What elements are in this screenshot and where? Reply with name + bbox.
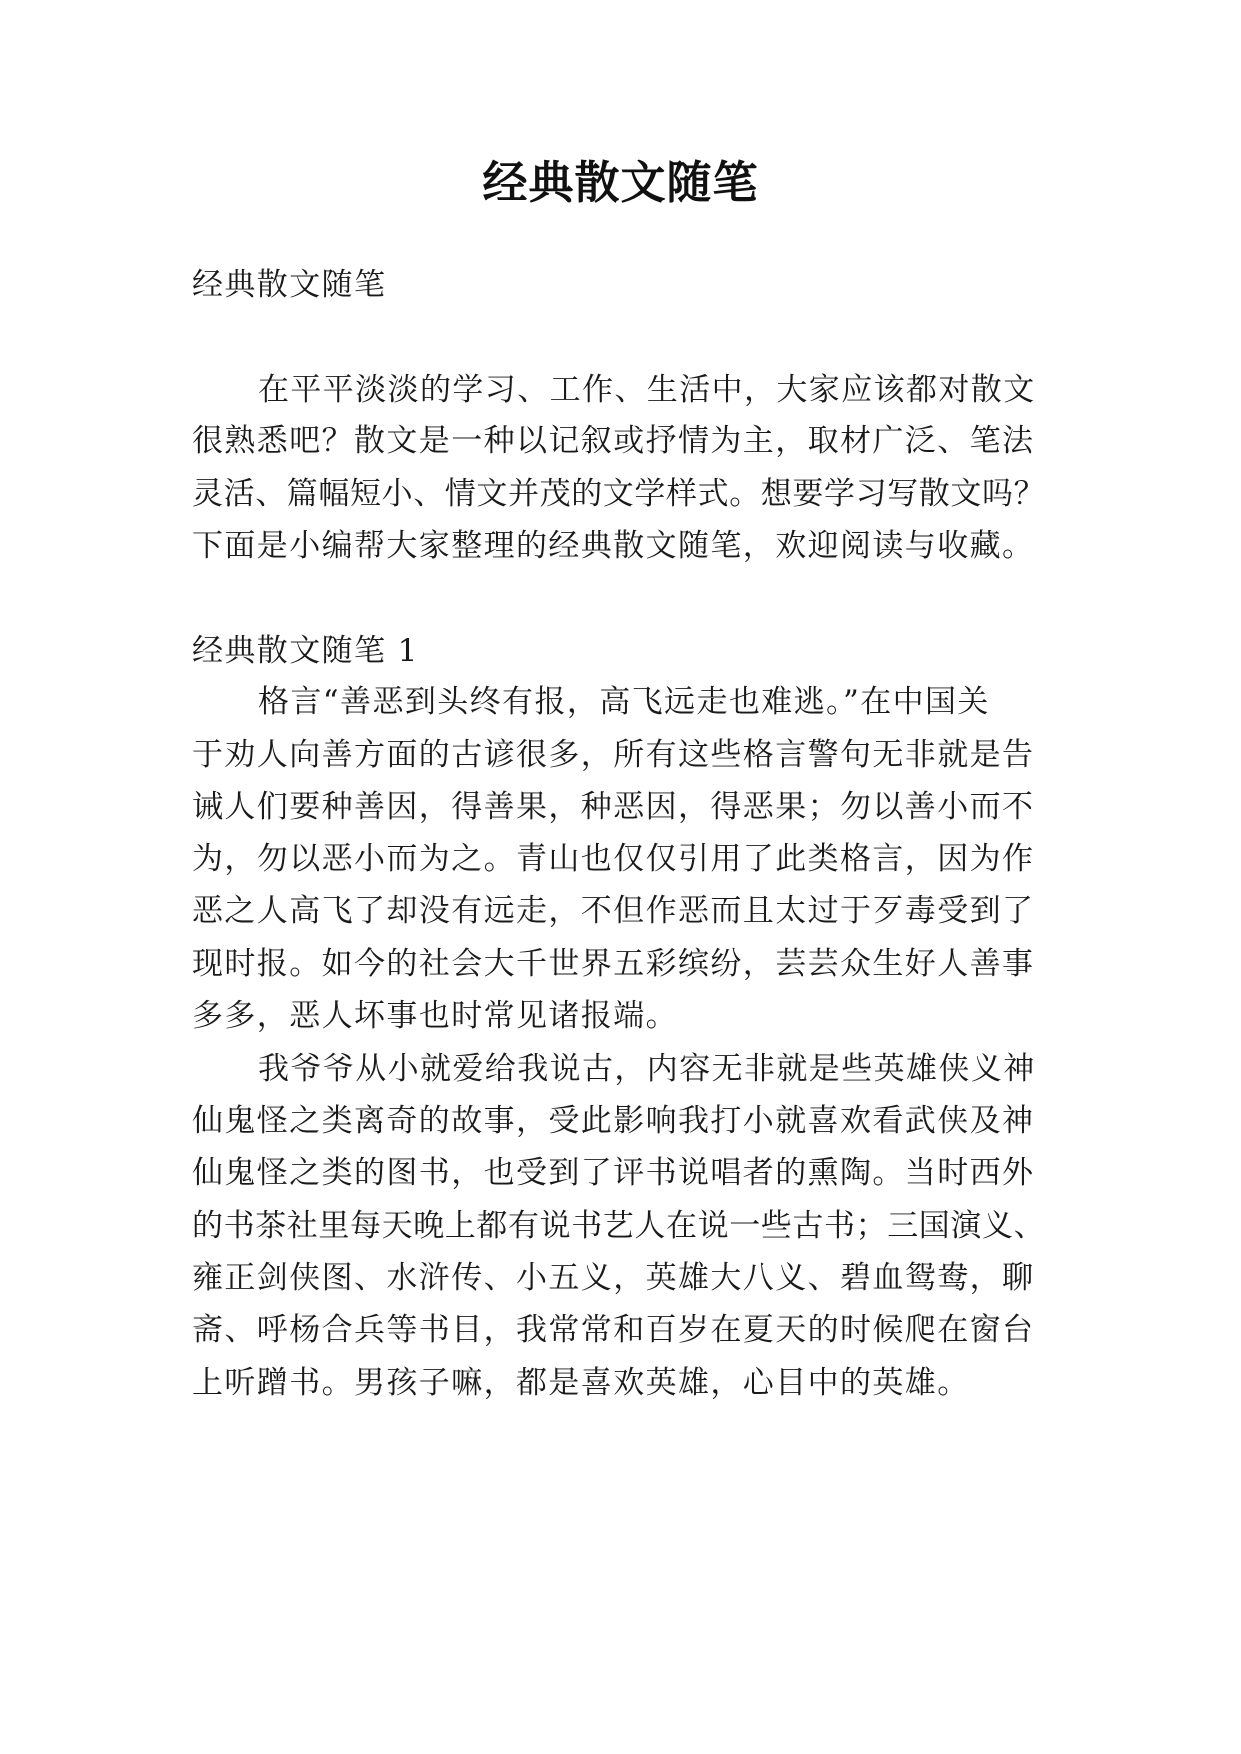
- paragraph-line: 上听蹭书。男孩子嘛，都是喜欢英雄，心目中的英雄。: [192, 1365, 970, 1401]
- intro-line: 灵活、篇幅短小、情文并茂的文学样式。想要学习写散文吗？: [192, 476, 1046, 512]
- paragraph-line: 现时报。如今的社会大千世界五彩缤纷，芸芸众生好人善事: [192, 946, 1035, 982]
- paragraph-line: 仙鬼怪之类的图书，也受到了评书说唱者的熏陶。当时西外: [192, 1155, 1035, 1191]
- document-title: 经典散文随笔: [482, 156, 759, 209]
- section-heading: 经典散文随笔 1: [192, 633, 419, 669]
- paragraph-line: 多多，恶人坏事也时常见诸报端。: [192, 998, 678, 1034]
- intro-line: 下面是小编帮大家整理的经典散文随笔，欢迎阅读与收藏。: [192, 528, 1035, 564]
- paragraph-line: 的书茶社里每天晚上都有说书艺人在说一些古书；三国演义、: [192, 1208, 1046, 1244]
- document-subtitle: 经典散文随笔: [192, 267, 387, 303]
- intro-line: 在平平淡淡的学习、工作、生活中，大家应该都对散文: [258, 372, 1036, 408]
- paragraph-line: 斋、呼杨合兵等书目，我常常和百岁在夏天的时候爬在窗台: [192, 1312, 1035, 1348]
- paragraph-line: 恶之人高飞了却没有远走，不但作恶而且太过于歹毒受到了: [192, 893, 1035, 929]
- paragraph-line: 仙鬼怪之类离奇的故事，受此影响我打小就喜欢看武侠及神: [192, 1103, 1035, 1139]
- paragraph-line: 诫人们要种善因，得善果，种恶因，得恶果；勿以善小而不: [192, 789, 1035, 825]
- paragraph-line: 格言“善恶到头终有报，高飞远走也难逃。”在中国关: [258, 684, 990, 720]
- paragraph-line: 雍正剑侠图、水浒传、小五义，英雄大八义、碧血鸳鸯，聊: [192, 1260, 1035, 1296]
- paragraph-line: 为，勿以恶小而为之。青山也仅仅引用了此类格言，因为作: [192, 841, 1035, 877]
- intro-line: 很熟悉吧？散文是一种以记叙或抒情为主，取材广泛、笔法: [192, 423, 1035, 459]
- paragraph-line: 于劝人向善方面的古谚很多，所有这些格言警句无非就是告: [192, 737, 1035, 773]
- paragraph-line: 我爷爷从小就爱给我说古，内容无非就是些英雄侠义神: [258, 1051, 1036, 1087]
